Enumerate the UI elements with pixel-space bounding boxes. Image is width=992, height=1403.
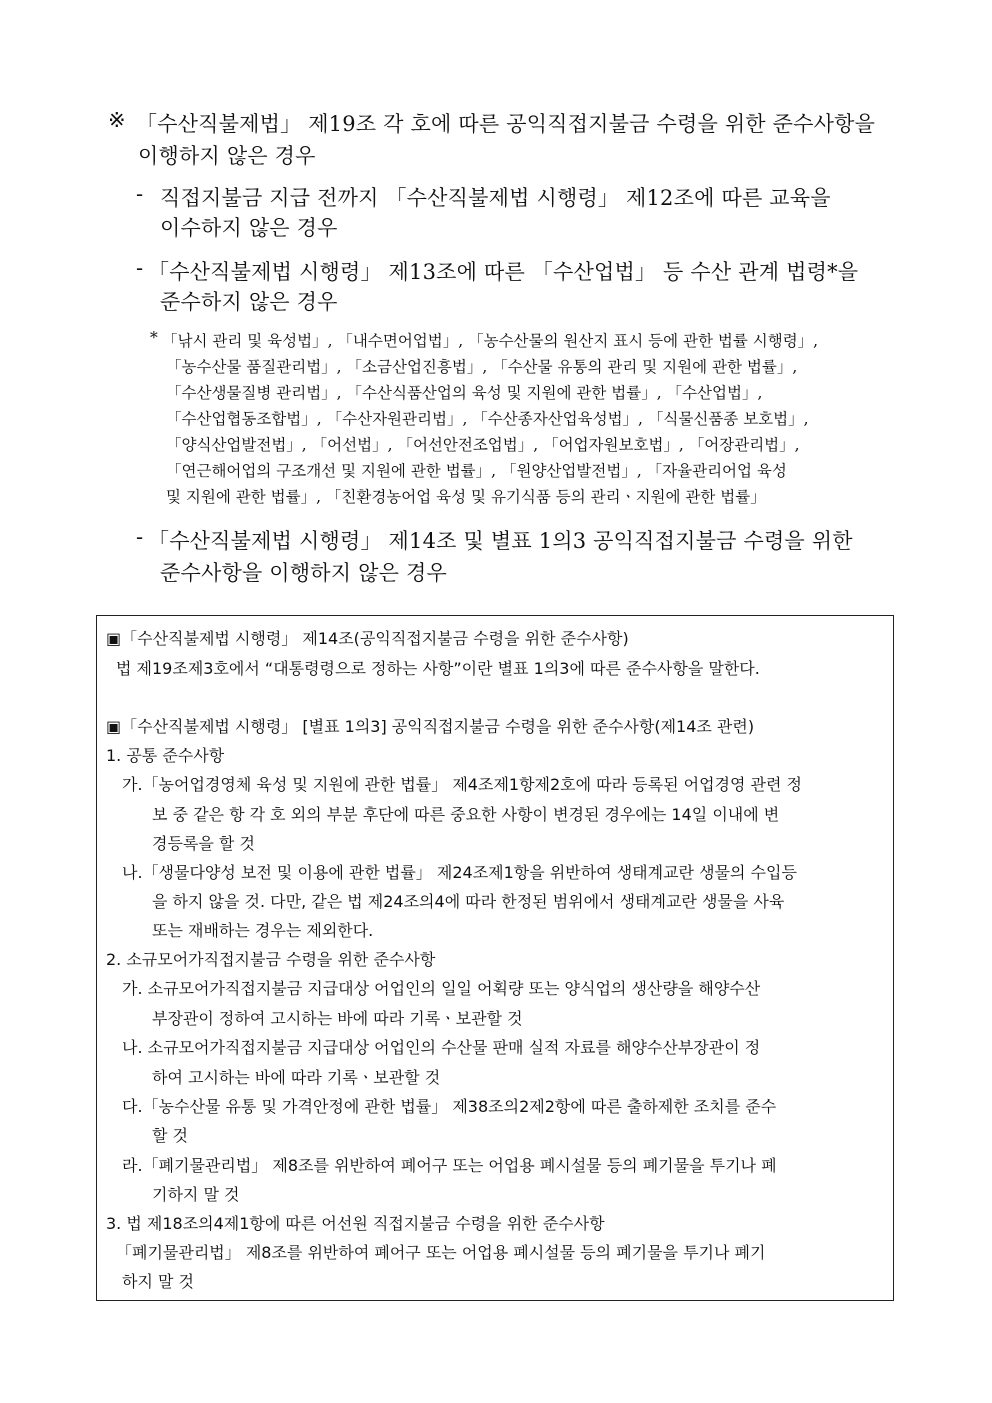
box-item-1a-3: 경등록을 할 것 [152, 834, 255, 853]
box-item-2d-1: 라.「폐기물관리법」 제8조를 위반하여 폐어구 또는 어업용 폐시설물 등의 폐기물을 투기나 폐 [122, 1156, 777, 1175]
footnote-line-6: 「연근해어업의 구조개선 및 지원에 관한 법률」, 「원양산업발전법」, 「자율관리어업 육성 [166, 462, 787, 480]
box-heading-1: ▣「수산직불제법 시행령」 제14조(공익직접지불금 수령을 위한 준수사항) [106, 629, 629, 648]
footnote-line-2: 「농수산물 품질관리법」, 「소금산업진흥법」, 「수산물 유통의 관리 및 지원에 관한 법률」, [166, 358, 798, 376]
item-2-line-1: 「수산직불제법 시행령」 제13조에 따른 「수산업법」 등 수산 관계 법령*을 [148, 260, 859, 284]
box-item-2c-1: 다.「농수산물 유통 및 가격안정에 관한 법률」 제38조의2제2항에 따른 출하제한 조치를 준수 [122, 1097, 777, 1116]
box-section-1: 1. 공통 준수사항 [106, 746, 225, 765]
footnote-line-3: 「수산생물질병 관리법」, 「수산식품산업의 육성 및 지원에 관한 법률」, 「수산업법」, [166, 384, 763, 402]
footnote-line-7: 및 지원에 관한 법률」, 「친환경농어업 육성 및 유기식품 등의 관리ㆍ지원에 관한 법률」 [166, 488, 766, 506]
box-item-1b-1: 나.「생물다양성 보전 및 이용에 관한 법률」 제24조제1항을 위반하여 생태계교란 생물의 수입등 [122, 863, 797, 882]
item-2-dash: - [136, 256, 144, 280]
notice-line-2: 이행하지 않은 경우 [138, 144, 316, 168]
box-item-2b-1: 나. 소규모어가직접지불금 지급대상 어업인의 수산물 판매 실적 자료를 해양수산부장관이 정 [122, 1038, 761, 1057]
box-item-2a-1: 가. 소규모어가직접지불금 지급대상 어업인의 일일 어획량 또는 양식업의 생산량을 해양수산 [122, 979, 761, 998]
regulation-box [96, 615, 894, 1301]
box-section-3-text-2: 하지 말 것 [122, 1272, 194, 1291]
item-3-line-2: 준수사항을 이행하지 않은 경우 [160, 561, 447, 585]
box-item-1a-1: 가.「농어업경영체 육성 및 지원에 관한 법률」 제4조제1항제2호에 따라 등록된 어업경영 관련 정 [122, 775, 802, 794]
box-item-2a-2: 부장관이 정하여 고시하는 바에 따라 기록ㆍ보관할 것 [152, 1009, 523, 1028]
notice-line-1: 「수산직불제법」 제19조 각 호에 따른 공익직접지불금 수령을 위한 준수사항을 [136, 112, 876, 136]
item-1-line-2: 이수하지 않은 경우 [160, 216, 338, 240]
footnote-line-1: 「낚시 관리 및 육성법」, 「내수면어업법」, 「농수산물의 원산지 표시 등에 관한 법률 시행령」, [162, 332, 819, 350]
box-section-3-text-1: 「폐기물관리법」 제8조를 위반하여 폐어구 또는 어업용 폐시설물 등의 폐기물을 투기나 폐기 [116, 1243, 766, 1262]
box-item-1a-2: 보 중 같은 항 각 호 외의 부분 후단에 따른 중요한 사항이 변경된 경우에는 14일 이내에 변 [152, 805, 780, 824]
box-item-1b-2: 을 하지 않을 것. 다만, 같은 법 제24조의4에 따라 한정된 범위에서 생태계교란 생물을 사육 [152, 892, 785, 911]
box-heading-2: ▣「수산직불제법 시행령」 [별표 1의3] 공익직접지불금 수령을 위한 준수사항(제14조 관련) [106, 717, 755, 736]
box-section-3: 3. 법 제18조의4제1항에 따른 어선원 직접지불금 수령을 위한 준수사항 [106, 1214, 605, 1233]
footnote-line-5: 「양식산업발전법」, 「어선법」, 「어선안전조업법」, 「어업자원보호법」, 「어장관리법」, [166, 436, 800, 454]
box-text-1: 법 제19조제3호에서 “대통령령으로 정하는 사항”이란 별표 1의3에 따른 준수사항을 말한다. [116, 659, 760, 678]
item-1-line-1: 직접지불금 지급 전까지 「수산직불제법 시행령」 제12조에 따른 교육을 [160, 186, 831, 210]
footnote-line-4: 「수산업협동조합법」, 「수산자원관리법」, 「수산종자산업육성법」, 「식물신품종 보호법」, [166, 410, 809, 428]
box-item-2d-2: 기하지 말 것 [152, 1185, 240, 1204]
box-item-2c-2: 할 것 [152, 1126, 188, 1145]
item-3-line-1: 「수산직불제법 시행령」 제14조 및 별표 1의3 공익직접지불금 수령을 위한 [148, 529, 853, 553]
notice-mark: ※ [108, 108, 126, 132]
footnote-star: * [150, 329, 158, 347]
box-item-1b-3: 또는 재배하는 경우는 제외한다. [152, 921, 374, 940]
item-3-dash: - [136, 525, 144, 549]
item-1-dash: - [136, 182, 144, 206]
box-item-2b-2: 하여 고시하는 바에 따라 기록ㆍ보관할 것 [152, 1068, 441, 1087]
box-section-2: 2. 소규모어가직접지불금 수령을 위한 준수사항 [106, 950, 436, 969]
item-2-line-2: 준수하지 않은 경우 [160, 290, 338, 314]
